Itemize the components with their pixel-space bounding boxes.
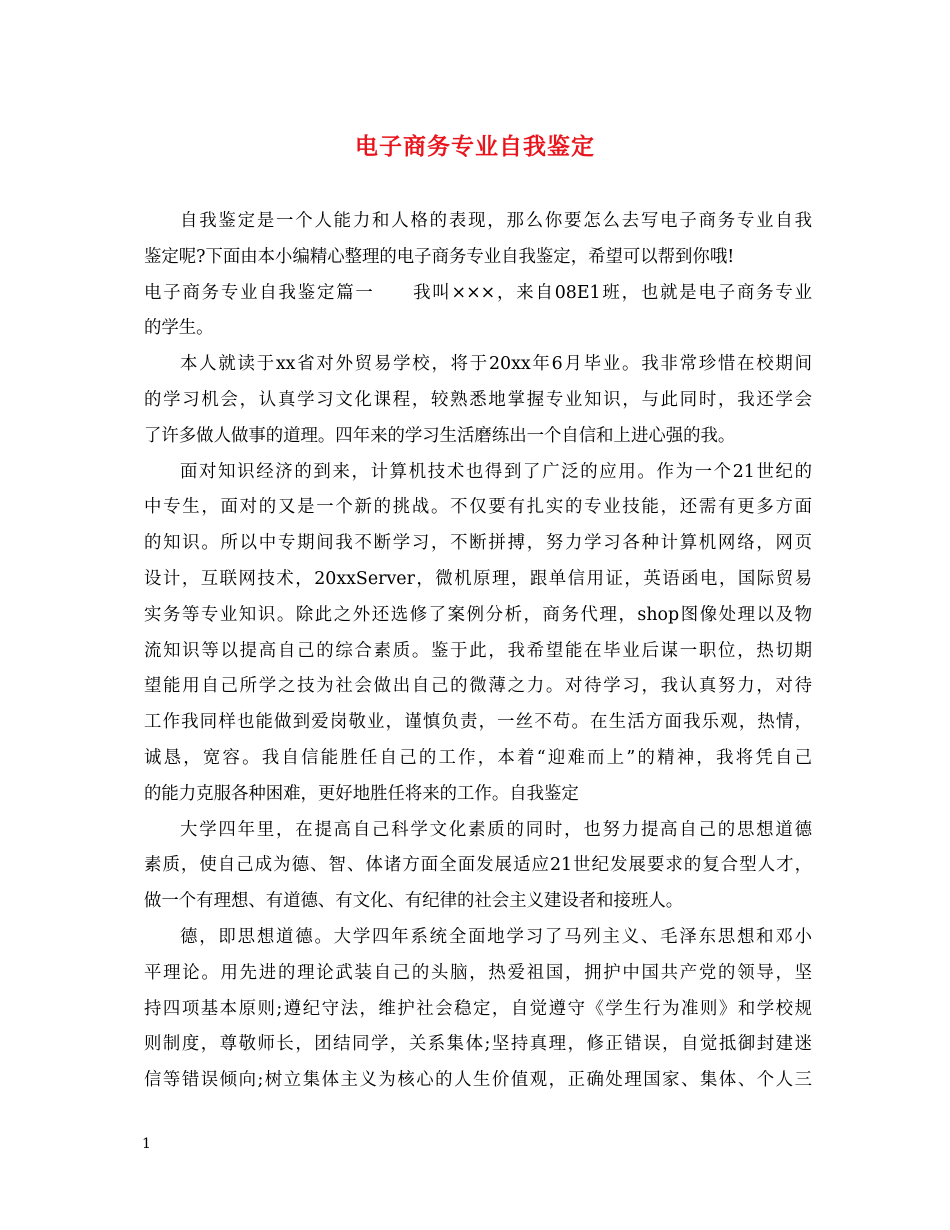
text-line: 的学习机会，认真学习文化课程，较熟悉地掌握专业知识，与此同时，我还学会 <box>144 389 812 410</box>
text-line: 的学生。 <box>144 318 214 339</box>
text-line: 了许多做人做事的道理。四年来的学习生活磨练出一个自信和上进心强的我。 <box>144 425 736 446</box>
text-line: 电子商务专业自我鉴定篇一 我叫×××，来自08E1班，也就是电子商务专业 <box>144 282 812 303</box>
text-line: 的知识。所以中专期间我不断学习，不断拼搏，努力学习各种计算机网络，网页 <box>144 533 812 554</box>
text-line: 实务等专业知识。除此之外还选修了案例分析，商务代理，shop图像处理以及物 <box>144 604 812 625</box>
text-line: 面对知识经济的到来，计算机技术也得到了广泛的应用。作为一个21世纪的 <box>180 461 812 482</box>
text-line: 则制度，尊敬师长，团结同学，关系集体;坚持真理，修正错误，自觉抵御封建迷 <box>144 1034 812 1055</box>
text-line: 的能力克服各种困难，更好地胜任将来的工作。自我鉴定 <box>144 783 579 804</box>
document-title: 电子商务专业自我鉴定 <box>355 133 595 160</box>
document-body <box>144 204 812 1099</box>
text-line: 流知识等以提高自己的综合素质。鉴于此，我希望能在毕业后谋一职位，热切期 <box>144 640 812 661</box>
text-line: 诚恳，宽容。我自信能胜任自己的工作，本着“迎难而上”的精神，我将凭自己 <box>144 747 812 768</box>
text-line: 平理论。用先进的理论武装自己的头脑，热爱祖国，拥护中国共产党的领导，坚 <box>144 962 812 983</box>
text-line: 中专生，面对的又是一个新的挑战。不仅要有扎实的专业技能，还需有更多方面 <box>144 497 812 518</box>
text-line: 本人就读于xx省对外贸易学校，将于20xx年6月毕业。我非常珍惜在校期间 <box>180 354 812 375</box>
text-line: 鉴定呢?下面由本小编精心整理的电子商务专业自我鉴定，希望可以帮到你哦! <box>144 246 735 267</box>
text-line: 设计，互联网技术，20xxServer，微机原理，跟单信用证，英语函电，国际贸易 <box>144 568 812 589</box>
text-line: 做一个有理想、有道德、有文化、有纪律的社会主义建设者和接班人。 <box>144 891 684 912</box>
text-line: 持四项基本原则;遵纪守法，维护社会稳定，自觉遵守《学生行为准则》和学校规 <box>144 998 812 1019</box>
text-line: 自我鉴定是一个人能力和人格的表现，那么你要怎么去写电子商务专业自我 <box>180 211 812 231</box>
text-line: 工作我同样也能做到爱岗敬业，谨慎负责，一丝不苟。在生活方面我乐观，热情， <box>144 712 812 733</box>
text-line: 素质，使自己成为德、智、体诸方面全面发展适应21世纪发展要求的复合型人才， <box>144 855 812 876</box>
text-line: 望能用自己所学之技为社会做出自己的微薄之力。对待学习，我认真努力，对待 <box>144 676 812 697</box>
text-line: 德，即思想道德。大学四年系统全面地学习了马列主义、毛泽东思想和邓小 <box>180 926 812 947</box>
text-line: 信等错误倾向;树立集体主义为核心的人生价值观，正确处理国家、集体、个人三 <box>144 1070 812 1091</box>
page-number: 1 <box>142 1136 151 1152</box>
text-line: 大学四年里，在提高自己科学文化素质的同时，也努力提高自己的思想道德 <box>180 819 812 840</box>
